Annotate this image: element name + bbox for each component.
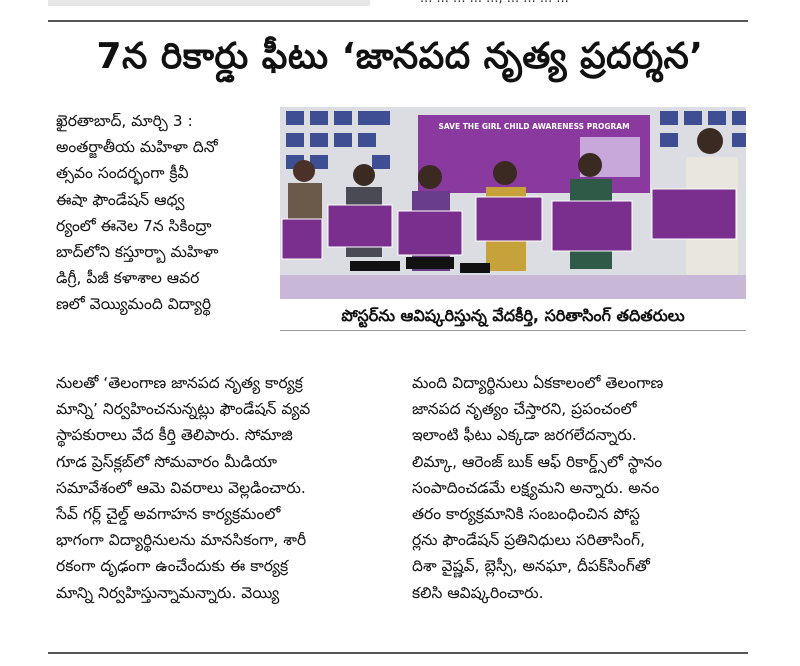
article-line: ణలో వెయ్యిమంది విద్యార్థి	[56, 295, 212, 314]
article-column-left-bottom	[56, 370, 388, 606]
caption-divider	[280, 330, 746, 331]
article-line: భాగంగా విద్యార్థినులను మానసికంగా, శారీ	[56, 531, 307, 550]
bottom-divider	[48, 652, 748, 654]
article-line: ఇలాంటి ఫీటు ఎక్కడా జరగలేదన్నారు.	[412, 426, 637, 445]
article-line: మాన్ని’ నిర్వహించనున్నట్లు ఫౌండేషన్ వ్యవ	[56, 400, 311, 419]
article-line: స్థాపకురాలు వేద కీర్తి తెలిపారు. సోమాజి	[56, 426, 293, 445]
article-line: కలిసి ఆవిష్కరించారు.	[412, 583, 544, 602]
article-line: నులతో ‘తెలంగాణ జానపద నృత్య కార్యక్ర	[56, 374, 303, 392]
cutoff-previous-article-text	[420, 0, 800, 5]
top-gray-bar	[48, 0, 370, 6]
article-line: మంది విద్యార్థినులు ఏకకాలంలో తెలంగాణ	[412, 374, 664, 392]
article-line: ఖైరతాబాద్, మార్చి 3 :	[56, 112, 193, 130]
article-line: బాద్‌లోని కస్తూర్బా మహిళా	[56, 243, 219, 262]
article-line: ర్యంలో ఈనెల 7న సికింద్రా	[56, 216, 212, 235]
photo-caption: పోస్టర్‌ను ఆవిష్కరిస్తున్న వేదకీర్తి, సరితాసింగ్ తదితరులు	[341, 306, 685, 325]
photo-illustration	[280, 107, 746, 299]
article-line: సేవ్ గర్ల్ చైల్డ్ అవగాహన కార్యక్రమంలో	[56, 505, 281, 524]
article-line: లిమ్కా, ఆరెంజ్ బుక్ ఆఫ్ రికార్డ్స్‌లో స్థానం	[412, 452, 663, 471]
cutoff-next-article	[140, 656, 740, 666]
article-line: సమావేశంలో ఆమె వివరాలు వెల్లడించారు.	[56, 478, 306, 497]
article-line: మాన్ని నిర్వహిస్తున్నామన్నారు. వెయ్యి	[56, 583, 280, 602]
article-column-right	[412, 370, 748, 606]
article-line: గూడ ప్రెస్‌క్లబ్‌లో సోమవారం మీడియా	[56, 452, 277, 471]
news-photo	[280, 107, 746, 299]
article-line: జానపద నృత్యం చేస్తారని, ప్రపంచంలో	[412, 400, 637, 419]
article-line: సంపాదించడమే లక్ష్యమని అన్నారు. అనం	[412, 478, 660, 497]
article-line: ఈషా ఫౌండేషన్ ఆధ్వ	[56, 190, 185, 209]
article-line: డిగ్రీ, పీజీ కళాశాల ఆవర	[56, 269, 200, 288]
article-line: దిశా వైష్ణవ్, బ్లెస్సీ, అనఘా, దీపక్‌సింగ్‌తో	[412, 557, 650, 576]
article-line: త్సవం సందర్భంగా క్రీవీ	[56, 164, 189, 183]
article-column-left-top	[56, 108, 274, 318]
top-divider	[48, 20, 748, 22]
article-line: రకంగా దృఢంగా ఉంచేందుకు ఈ కార్యక్ర	[56, 557, 289, 576]
svg-text:SAVE THE GIRL CHILD AWARENESS: SAVE THE GIRL CHILD AWARENESS PROGRAM	[438, 122, 630, 131]
top-strip	[0, 0, 800, 12]
article-line: ర్లను ఫౌండేషన్ ప్రతినిధులు సరితాసింగ్,	[412, 531, 646, 550]
headline: 7న రికార్డు ఫీటు ‘జానపద నృత్య ప్రదర్శన’	[96, 36, 704, 77]
article-line: అంతర్జాతీయ మహిళా దినో	[56, 138, 218, 157]
article-line: తరం కార్యక్రమానికి సంబంధించిన పోస్ట	[412, 505, 640, 524]
